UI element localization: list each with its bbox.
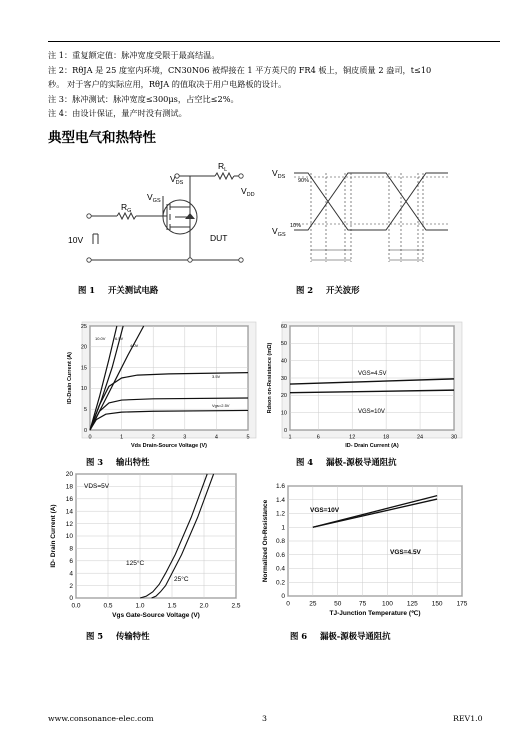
rg-label: $R_G$	[121, 202, 132, 214]
x-tick-label: 1	[120, 434, 124, 441]
y-tick-label: 2	[69, 582, 73, 590]
series-label: VGS=10V	[310, 507, 340, 514]
fig2-caption: 图 2 开关波形	[296, 285, 360, 295]
x-tick-label: 4	[214, 434, 218, 441]
x-tick-label: 125	[406, 600, 418, 608]
vdd-label: $V_{DD}$	[241, 186, 255, 198]
x-axis-label: TJ-Junction Temperature (℃)	[329, 610, 421, 617]
y-tick-label: 4	[69, 570, 73, 578]
y-tick-label: 18	[65, 483, 73, 491]
x-tick-label: 1	[288, 434, 292, 441]
transfer-characteristics-chart	[46, 468, 252, 628]
y-tick-label: 1	[281, 524, 285, 532]
series-label: 4.0V	[130, 343, 139, 348]
x-tick-label: 18	[383, 434, 390, 441]
series-label: 3.5V	[212, 374, 221, 379]
y-tick-label: 25	[80, 323, 87, 330]
y-tick-label: 1.4	[275, 496, 285, 504]
x-tick-label: 50	[334, 600, 342, 608]
x-tick-label: 3	[183, 434, 187, 441]
vds-wave-label: $V_{DS}$	[272, 168, 286, 180]
y-tick-label: 0.2	[275, 579, 285, 587]
footer-page-number: 3	[262, 714, 267, 723]
dut-label: DUT	[210, 233, 228, 243]
x-axis-label: ID- Drain Current (A)	[345, 443, 399, 449]
y-tick-label: 50	[280, 341, 287, 348]
note-3: 注 3：脉冲测试：脉冲宽度≤300μs，占空比≤2%。	[48, 93, 239, 104]
fig1-circuit	[55, 158, 265, 273]
x-tick-label: 5	[246, 434, 250, 441]
x-tick-label: 0.5	[103, 602, 113, 610]
x-tick-label: 1.0	[135, 602, 145, 610]
y-tick-label: 20	[280, 393, 287, 400]
output-characteristics-chart	[52, 318, 262, 453]
y-tick-label: 0	[281, 593, 285, 601]
x-tick-label: 30	[450, 434, 458, 441]
y-tick-label: 30	[280, 375, 287, 382]
x-tick-label: 1.5	[167, 602, 177, 610]
footer-website: www.consonance-elec.com	[48, 714, 154, 723]
x-tick-label: 0.0	[71, 602, 81, 610]
fig5-caption: 图 5 传输特性	[86, 631, 150, 641]
series-label: 6.5V	[115, 336, 124, 341]
y-tick-label: 6	[69, 557, 73, 565]
series-label: Vgs=2.5V	[212, 403, 230, 408]
y-tick-label: 10	[280, 410, 287, 417]
y-axis-label: ID-Drain Current (A)	[67, 352, 73, 404]
note-1: 注 1：重复额定值：脉冲宽度受限于最高结温。	[48, 50, 220, 60]
y-tick-label: 40	[280, 358, 287, 365]
x-tick-label: 25	[309, 600, 317, 608]
vds-label: $V_{DS}$	[170, 174, 184, 186]
y-axis-label: ID- Drain Current (A)	[50, 504, 57, 568]
y-tick-label: 0	[83, 427, 87, 434]
series-label: 10.0V	[95, 336, 106, 341]
series-label: VGS=4.5V	[390, 549, 421, 556]
y-tick-label: 5	[83, 407, 87, 414]
x-tick-label: 2	[151, 434, 155, 441]
y-tick-label: 1.2	[275, 510, 285, 518]
y-tick-label: 60	[280, 323, 287, 330]
header-rule	[48, 41, 500, 42]
fig4-caption: 图 4 漏极-源极导通阻抗	[296, 457, 397, 467]
p10-label: 10%	[290, 223, 302, 229]
series-label: 25°C	[174, 576, 189, 583]
y-tick-label: 12	[65, 520, 73, 528]
y-axis-label: Rdson on-Resistance (mΩ)	[267, 342, 273, 414]
fig6-caption: 图 6 漏极-源极导通阻抗	[290, 631, 391, 641]
y-tick-label: 8	[69, 545, 73, 553]
x-axis-label: Vgs Gate-Source Voltage (V)	[112, 612, 200, 619]
x-tick-label: 0	[88, 434, 92, 441]
y-tick-label: 0.6	[275, 551, 285, 559]
x-tick-label: 6	[316, 434, 320, 441]
y-tick-label: 20	[65, 471, 73, 479]
notes-block	[48, 48, 500, 121]
x-tick-label: 75	[358, 600, 367, 608]
series-label: 125°C	[126, 560, 145, 567]
normalized-rdson-vs-temp-chart	[256, 478, 470, 628]
y-tick-label: 0	[69, 595, 73, 603]
y-tick-label: 10	[80, 386, 87, 393]
vgs-wave-label: $V_{GS}$	[272, 226, 286, 238]
series-label: VDS=5V	[84, 483, 110, 490]
fig1-caption: 图 1 开关测试电路	[78, 285, 159, 295]
x-tick-label: 2.0	[199, 602, 209, 610]
x-tick-label: 100	[381, 600, 393, 608]
series-label: VGS=4.5V	[358, 371, 387, 377]
x-tick-label: 24	[417, 434, 424, 441]
vgs-label: $V_{GS}$	[147, 192, 161, 204]
y-tick-label: 0	[283, 427, 287, 434]
footer-revision: REV1.0	[453, 714, 483, 723]
y-axis-label: Normalized On-Resistance	[262, 499, 269, 583]
p90-label: 90%	[298, 178, 310, 184]
y-tick-label: 15	[80, 365, 87, 372]
section-heading: 典型电气和热特性	[48, 130, 156, 146]
y-tick-label: 1.6	[275, 483, 285, 491]
x-tick-label: 150	[431, 600, 443, 608]
note-2-cont: 秒。 对于客户的实际应用，RθJA 的值取决于用户电路板的设计。	[48, 79, 287, 90]
y-tick-label: 10	[65, 533, 73, 541]
pulse-label: 10V	[68, 235, 84, 245]
rl-label: $R_L$	[218, 161, 228, 173]
x-axis-label: Vds Drain-Source Voltage (V)	[131, 443, 207, 449]
note-2: 注 2：RθJA 是 25 度室内环境，CN30N06 被焊接在 1 平方英尺的 FR4 板上，铜皮质量 2 盎司，t≤10	[48, 64, 432, 75]
rdson-vs-current-chart	[262, 318, 468, 453]
y-tick-label: 20	[80, 344, 87, 351]
x-tick-label: 175	[456, 600, 468, 608]
y-tick-label: 16	[65, 495, 73, 503]
y-tick-label: 14	[65, 508, 73, 516]
fig2-waveforms	[268, 162, 468, 274]
fig3-caption: 图 3 输出特性	[86, 457, 150, 467]
series-label: VGS=10V	[358, 409, 385, 415]
x-tick-label: 12	[349, 434, 356, 441]
x-tick-label: 0	[286, 600, 290, 608]
x-tick-label: 2.5	[231, 602, 241, 610]
note-4: 注 4：由设计保证，量产时没有测试。	[48, 108, 187, 119]
y-tick-label: 0.8	[275, 538, 285, 546]
y-tick-label: 0.4	[275, 565, 285, 573]
